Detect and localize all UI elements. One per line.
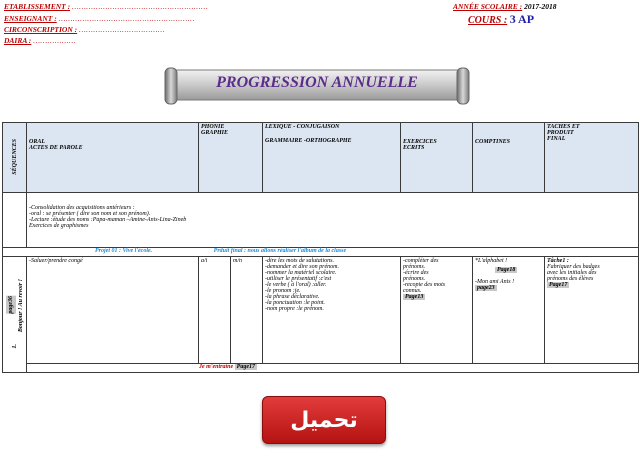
daira-label: DAIRA :: [4, 36, 32, 45]
circonscription-line: [4, 25, 165, 34]
entraine-row: [3, 364, 639, 373]
etablissement-line: [4, 2, 208, 11]
cours-label: COURS :: [468, 15, 508, 26]
seq1-exercices: -compléter des prénoms. -écrire des prénoms. -recopie des mots connus. Page13: [401, 257, 473, 364]
intro-seq-cell: [3, 193, 27, 248]
seq1-cell: [3, 257, 27, 373]
projet-row: [3, 248, 639, 257]
enseignant-dots: …………………………………………………: [58, 14, 195, 23]
seq1-number: 1.: [11, 343, 18, 349]
produit-label: Prduit final : nous allons réaliser l'album de la classe: [213, 248, 347, 254]
header-sequences: SÉQUENCES: [3, 123, 27, 193]
exercices-page: Page13: [405, 294, 424, 300]
circonscription-label: CIRCONSCRIPTION :: [4, 25, 78, 34]
page-title: PROGRESSION ANNUELLE: [216, 74, 418, 91]
daira-dots: ………………: [33, 36, 77, 45]
sequence-row: [3, 257, 639, 364]
daira-line: [4, 36, 76, 45]
circonscription-dots: ………………………………: [79, 25, 166, 34]
etablissement-dots: …………………………………………………: [71, 2, 209, 11]
entraine-label: Je m'entraine: [199, 364, 234, 370]
progression-table: [2, 122, 639, 373]
intro-cell: -Consolidation des acquisitions antérieurs : -oral : se présenter ( dire son nom et son prénom). -Lecture :étude des noms :Papa-maman –Amine-Anis-Lina-Zineb Exercices de graphismes: [27, 193, 639, 248]
download-button[interactable]: تحميل: [262, 396, 386, 444]
tache-page: Page17: [549, 282, 568, 288]
etablissement-label: ETABLISSEMENT :: [4, 2, 71, 11]
seq1-taches: Tâche1 : Fabriquer des badges avec les initiales des prénoms des élèves Page17: [545, 257, 639, 364]
enseignant-label: ENSEIGNANT :: [4, 14, 57, 23]
intro-row: [3, 193, 639, 248]
comptine2-page: page23: [477, 285, 495, 291]
header-comptines: COMPTINES: [473, 123, 545, 193]
cours-value: 3 AP: [509, 12, 535, 26]
header-lexique: LEXIQUE - CONJUGAISON GRAMMAIRE -ORTHOGRAPHE: [263, 123, 401, 193]
seq1-oral: -Saluer/prendre congé: [27, 257, 199, 364]
cours-line: [468, 12, 534, 27]
title-banner: [163, 66, 471, 106]
table-header-row: [3, 123, 639, 193]
projet-label: Projet 01 : Vive l'école.: [95, 248, 153, 254]
seq1-phonie-2: m/n: [231, 257, 263, 364]
annee-label: ANNÉE SCOLAIRE :: [453, 2, 523, 11]
projet-cell: [3, 248, 639, 257]
seq1-lexique: -dire les mots de salutations. -demander et dire son prénom. -nommer la matériel scolaire. -utiliser le présentatif :c'est -le verbe ( à l'oral) :aller. -le pronom :je. -la phrase déclarative. -la ponctuation :le point. -nom propre :le prénom.: [263, 257, 401, 364]
comptine1-page: Page18: [497, 267, 516, 273]
annee-value: 2017-2018: [524, 2, 557, 11]
seq1-page: page36: [7, 296, 14, 315]
seq1-title: Bonjour ! Au revoir !: [17, 278, 24, 332]
seq1-comptines: *L'alphabet ! Page18 -Mon ami Anis ! page23: [473, 257, 545, 364]
annee-line: [453, 2, 557, 11]
header-oral: ORAL ACTES DE PAROLE: [27, 123, 199, 193]
header-taches: TACHES ET PRODUIT FINAL: [545, 123, 639, 193]
enseignant-line: [4, 14, 195, 23]
entraine-page: Page17: [236, 364, 255, 370]
entraine-cell: [27, 364, 639, 373]
seq1-phonie-1: a/i: [199, 257, 231, 364]
header-exercices: EXERCICES ECRITS: [401, 123, 473, 193]
header-phonie: PHONIE GRAPHIE: [199, 123, 263, 193]
